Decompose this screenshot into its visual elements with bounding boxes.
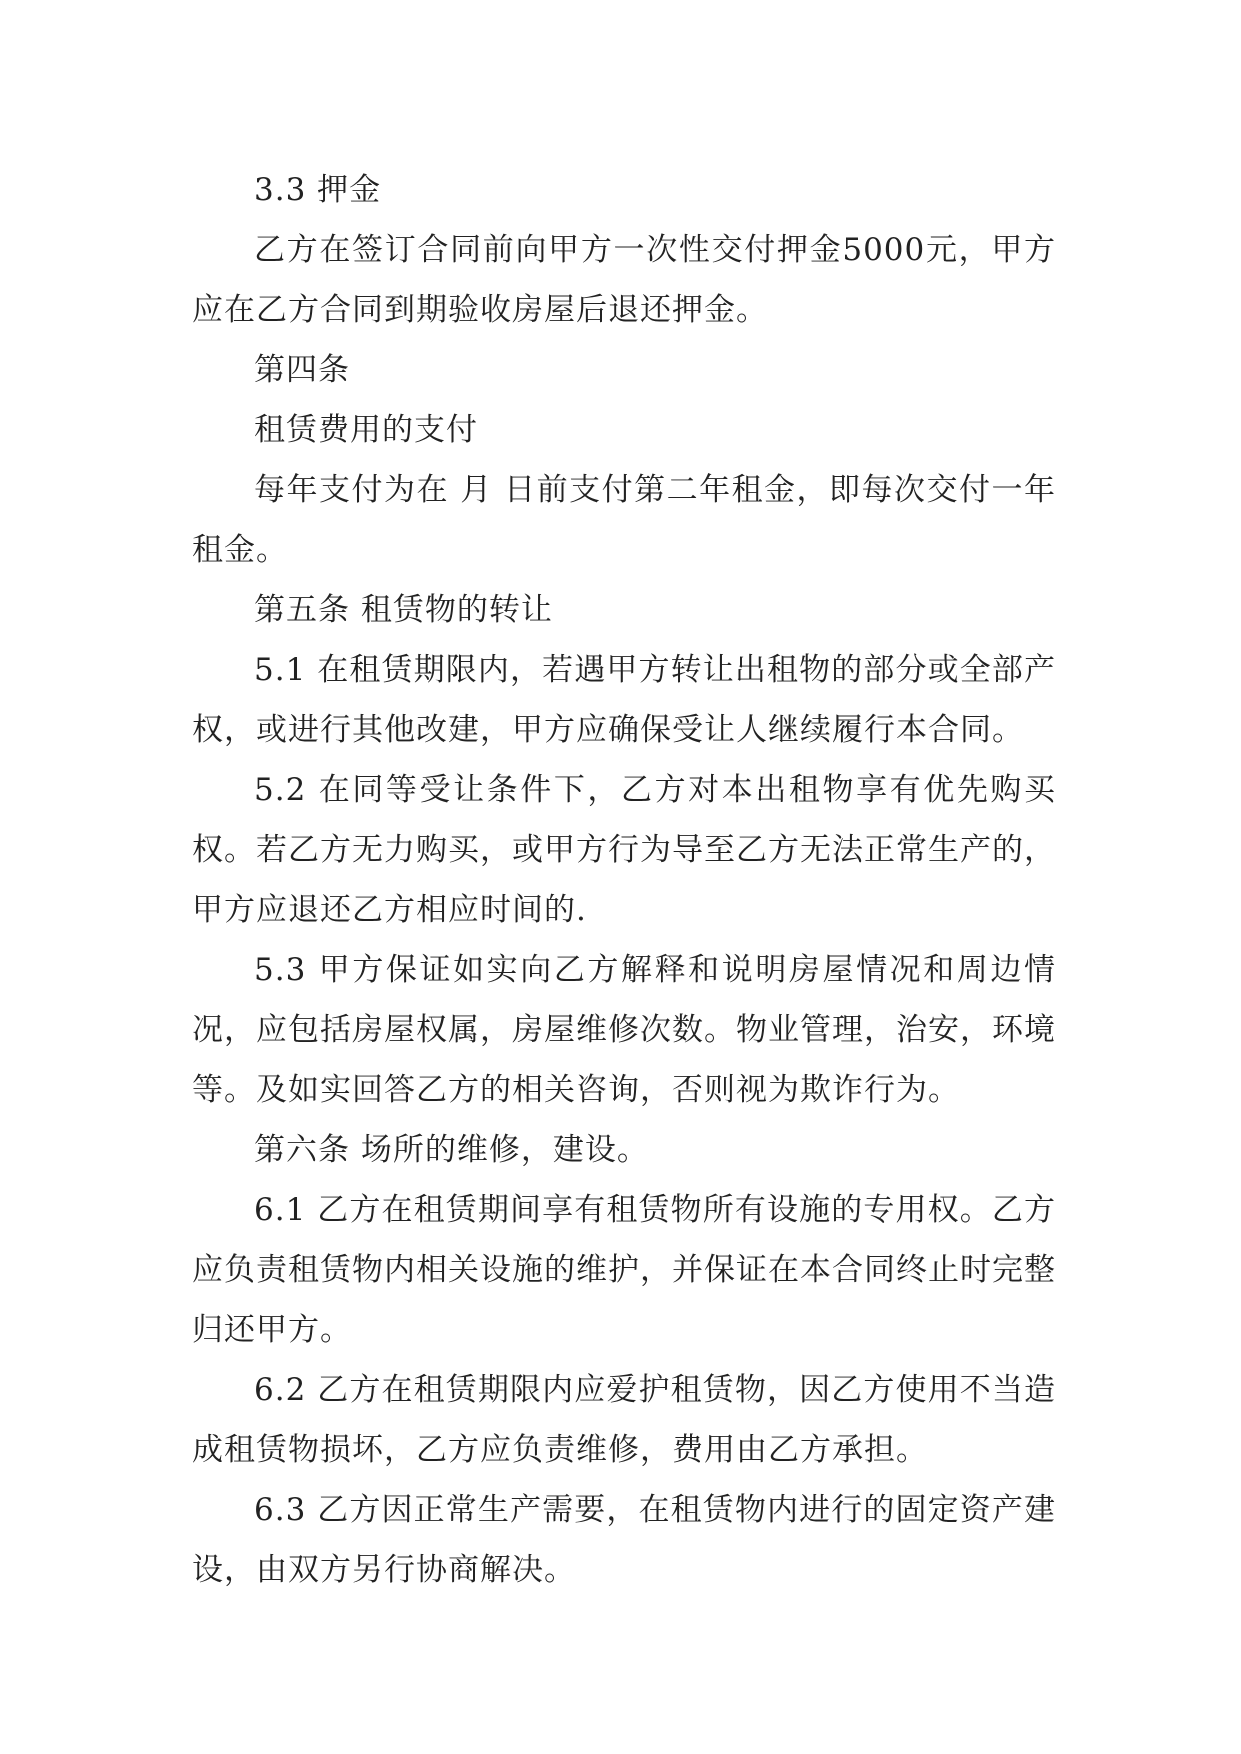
paragraph-article-four-heading: 第四条: [254, 352, 350, 388]
paragraph-clause-6-1: 6.1 乙方在租赁期间享有租赁物所有设施的专用权。乙方应负责租赁物内相关设施的维护，并保证在本合同终止时完整归还甲方。: [192, 1192, 1056, 1348]
paragraph-article-four-title: 租赁费用的支付: [254, 412, 478, 448]
paragraph-article-five-heading: 第五条 租赁物的转让: [254, 592, 553, 628]
paragraph-article-six-heading: 第六条 场所的维修，建设。: [254, 1132, 649, 1168]
paragraph-clause-5-3: 5.3 甲方保证如实向乙方解释和说明房屋情况和周边情况，应包括房屋权属，房屋维修次数。物业管理，治安，环境等。及如实回答乙方的相关咨询，否则视为欺诈行为。: [192, 952, 1056, 1108]
paragraph-rent-payment: 每年支付为在 月 日前支付第二年租金，即每次交付一年租金。: [192, 472, 1056, 568]
paragraph-clause-6-3: 6.3 乙方因正常生产需要，在租赁物内进行的固定资产建设，由双方另行协商解决。: [192, 1492, 1056, 1588]
document-body: [192, 160, 1056, 1600]
paragraph-deposit-heading: 3.3 押金: [254, 172, 382, 208]
paragraph-clause-6-2: 6.2 乙方在租赁期限内应爱护租赁物，因乙方使用不当造成租赁物损坏，乙方应负责维修，费用由乙方承担。: [192, 1372, 1056, 1468]
paragraph-clause-5-2: 5.2 在同等受让条件下，乙方对本出租物享有优先购买权。若乙方无力购买，或甲方行为导至乙方无法正常生产的，甲方应退还乙方相应时间的.: [192, 772, 1056, 928]
paragraph-deposit-terms: 乙方在签订合同前向甲方一次性交付押金5000元，甲方应在乙方合同到期验收房屋后退还押金。: [192, 232, 1056, 328]
paragraph-clause-5-1: 5.1 在租赁期限内，若遇甲方转让出租物的部分或全部产权，或进行其他改建，甲方应确保受让人继续履行本合同。: [192, 652, 1056, 748]
